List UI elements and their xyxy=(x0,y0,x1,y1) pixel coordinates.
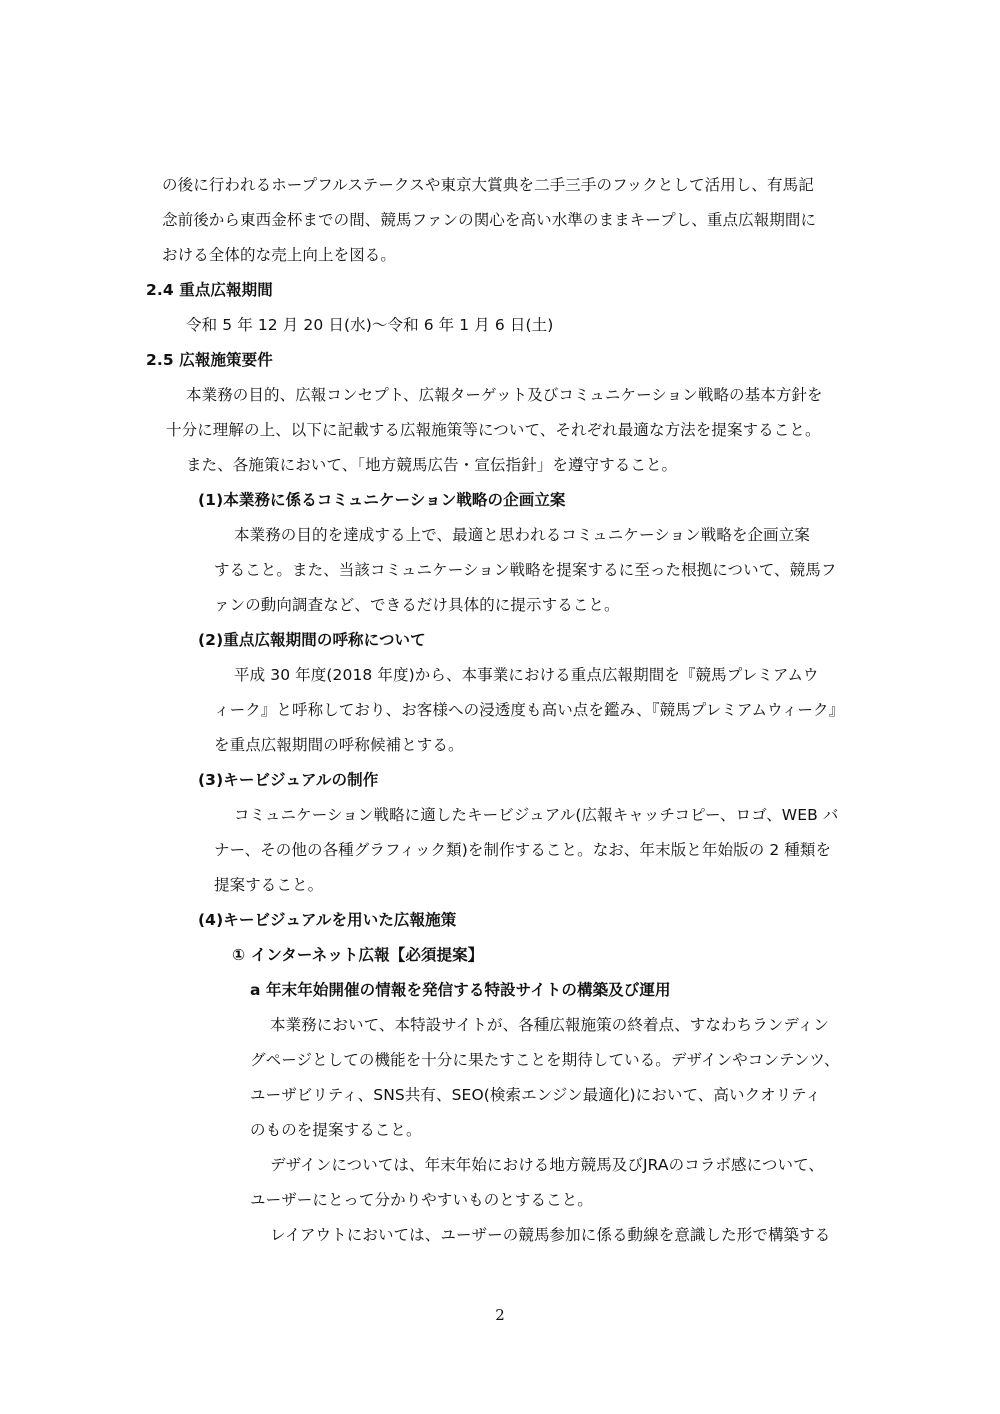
subsection-3-line-3: 提案すること。 xyxy=(214,876,324,894)
subsection-2-line-1: 平成 30 年度(2018 年度)から、本事業における重点広報期間を『競馬プレミアムウ xyxy=(234,666,819,684)
subsection-2-heading: (2)重点広報期間の呼称について xyxy=(198,631,426,649)
item-1-heading: ① インターネット広報【必須提案】 xyxy=(232,946,484,964)
subsection-3-heading: (3)キービジュアルの制作 xyxy=(198,771,379,789)
subsection-2-line-2: ィーク』と呼称しており、お客様への浸透度も高い点を鑑み、『競馬プレミアムウィーク』 xyxy=(214,701,845,719)
item-a-para1-line-1: 本業務において、本特設サイトが、各種広報施策の終着点、すなわちランディン xyxy=(270,1016,829,1034)
item-a-para1-line-4: のものを提案すること。 xyxy=(250,1121,422,1139)
item-a-para2-line-2: ユーザーにとって分かりやすいものとすること。 xyxy=(250,1191,593,1209)
item-a-heading: a 年末年始開催の情報を発信する特設サイトの構築及び運用 xyxy=(250,981,671,999)
subsection-1-line-3: ァンの動向調査など、できるだけ具体的に提示すること。 xyxy=(214,596,620,614)
item-a-para3-line-1: レイアウトにおいては、ユーザーの競馬参加に係る動線を意識した形で構築する xyxy=(270,1226,831,1244)
subsection-3-line-2: ナー、その他の各種グラフィック類)を制作すること。なお、年末版と年始版の 2 種類を xyxy=(214,841,832,859)
section-2-4-period: 令和 5 年 12 月 20 日(水)～令和 6 年 1 月 6 日(土) xyxy=(186,316,554,334)
subsection-3-line-1: コミュニケーション戦略に適したキービジュアル(広報キャッチコピー、ロゴ、WEB バ xyxy=(234,806,839,824)
subsection-1-line-1: 本業務の目的を達成する上で、最適と思われるコミュニケーション戦略を企画立案 xyxy=(234,526,810,544)
section-2-5-heading: 2.5 広報施策要件 xyxy=(146,351,273,369)
intro-line-2: 念前後から東西金杯までの間、競馬ファンの関心を高い水準のままキープし、重点広報期間に xyxy=(162,211,817,229)
page-number: 2 xyxy=(495,1306,505,1324)
item-a-para1-line-2: グページとしての機能を十分に果たすことを期待している。デザインやコンテンツ、 xyxy=(250,1051,840,1069)
item-a-para2-line-1: デザインについては、年末年始における地方競馬及びJRAのコラボ感について、 xyxy=(270,1156,825,1174)
section-2-5-para-line-1: 本業務の目的、広報コンセプト、広報ターゲット及びコミュニケーション戦略の基本方針を xyxy=(186,386,823,404)
subsection-4-heading: (4)キービジュアルを用いた広報施策 xyxy=(198,911,457,929)
intro-line-1: の後に行われるホープフルステークスや東京大賞典を二手三手のフックとして活用し、有馬記 xyxy=(162,176,814,194)
subsection-1-line-2: すること。また、当該コミュニケーション戦略を提案するに至った根拠について、競馬フ xyxy=(214,561,837,579)
subsection-2-line-3: を重点広報期間の呼称候補とする。 xyxy=(214,736,464,754)
subsection-1-heading: (1)本業務に係るコミュニケーション戦略の企画立案 xyxy=(198,491,566,509)
intro-line-3: おける全体的な売上向上を図る。 xyxy=(162,246,397,264)
section-2-5-para-line-3: また、各施策において、「地方競馬広告・宣伝指針」を遵守すること。 xyxy=(186,456,678,474)
item-a-para1-line-3: ユーザビリティ、SNS共有、SEO(検索エンジン最適化)において、高いクオリティ xyxy=(250,1086,822,1104)
section-2-5-para-line-2: 十分に理解の上、以下に記載する広報施策等について、それぞれ最適な方法を提案すること。 xyxy=(166,421,821,439)
section-2-4-heading: 2.4 重点広報期間 xyxy=(146,281,273,299)
